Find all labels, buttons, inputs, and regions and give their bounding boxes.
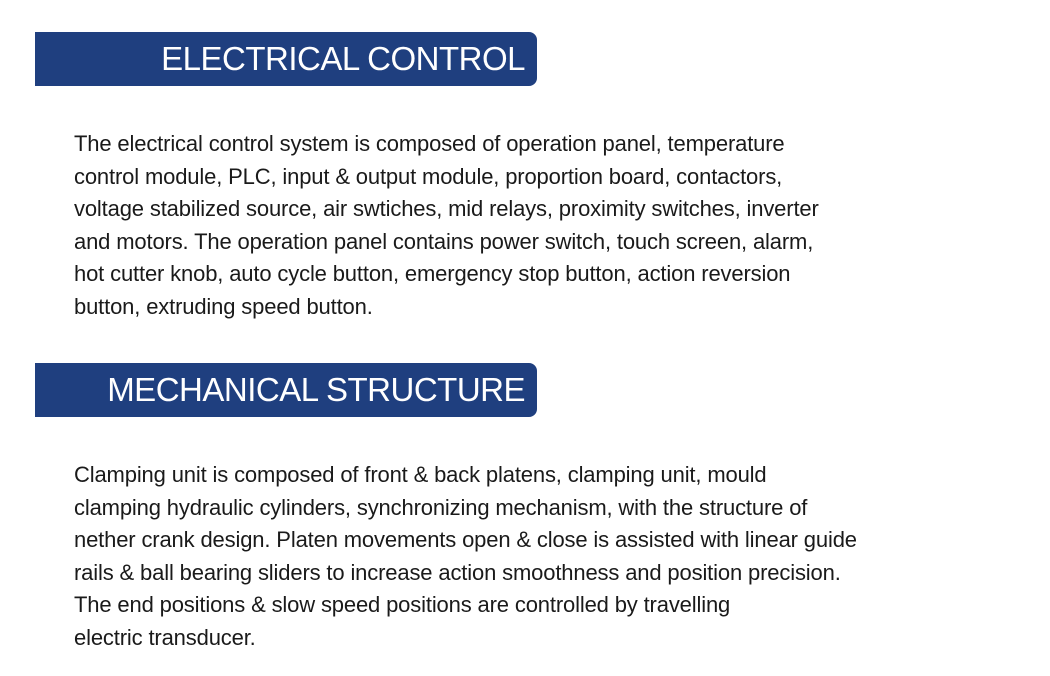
paragraph-line: The electrical control system is composed of operation panel, temperature bbox=[74, 131, 785, 156]
paragraph-line: nether crank design. Platen movements open & close is assisted with linear guide bbox=[74, 527, 857, 553]
section-title: ELECTRICAL CONTROL bbox=[161, 40, 525, 77]
paragraph-line: button, extruding speed button. bbox=[74, 293, 373, 319]
paragraph-line: and motors. The operation panel contains power switch, touch screen, alarm, bbox=[74, 228, 814, 254]
paragraph-line: The end positions & slow speed positions are controlled by travelling bbox=[74, 592, 731, 618]
paragraph-line: voltage stabilized source, air swtiches, mid relays, proximity switches, inverter bbox=[74, 196, 819, 222]
mechanical-structure-banner bbox=[35, 363, 537, 417]
electrical-control-paragraph bbox=[74, 128, 1014, 324]
paragraph-line: hot cutter knob, auto cycle button, emergency stop button, action reversion bbox=[74, 261, 791, 287]
paragraph-line: rails & ball bearing sliders to increase action smoothness and position precision. bbox=[74, 559, 841, 585]
paragraph-line: electric transducer. bbox=[74, 624, 256, 650]
electrical-control-banner bbox=[35, 32, 537, 86]
paragraph-line: control module, PLC, input & output module, proportion board, contactors, bbox=[74, 163, 783, 189]
section-title: MECHANICAL STRUCTURE bbox=[107, 371, 525, 408]
paragraph-line: Clamping unit is composed of front & back platens, clamping unit, mould bbox=[74, 462, 767, 487]
mechanical-structure-paragraph bbox=[74, 459, 1014, 655]
paragraph-line: clamping hydraulic cylinders, synchronizing mechanism, with the structure of bbox=[74, 494, 808, 520]
